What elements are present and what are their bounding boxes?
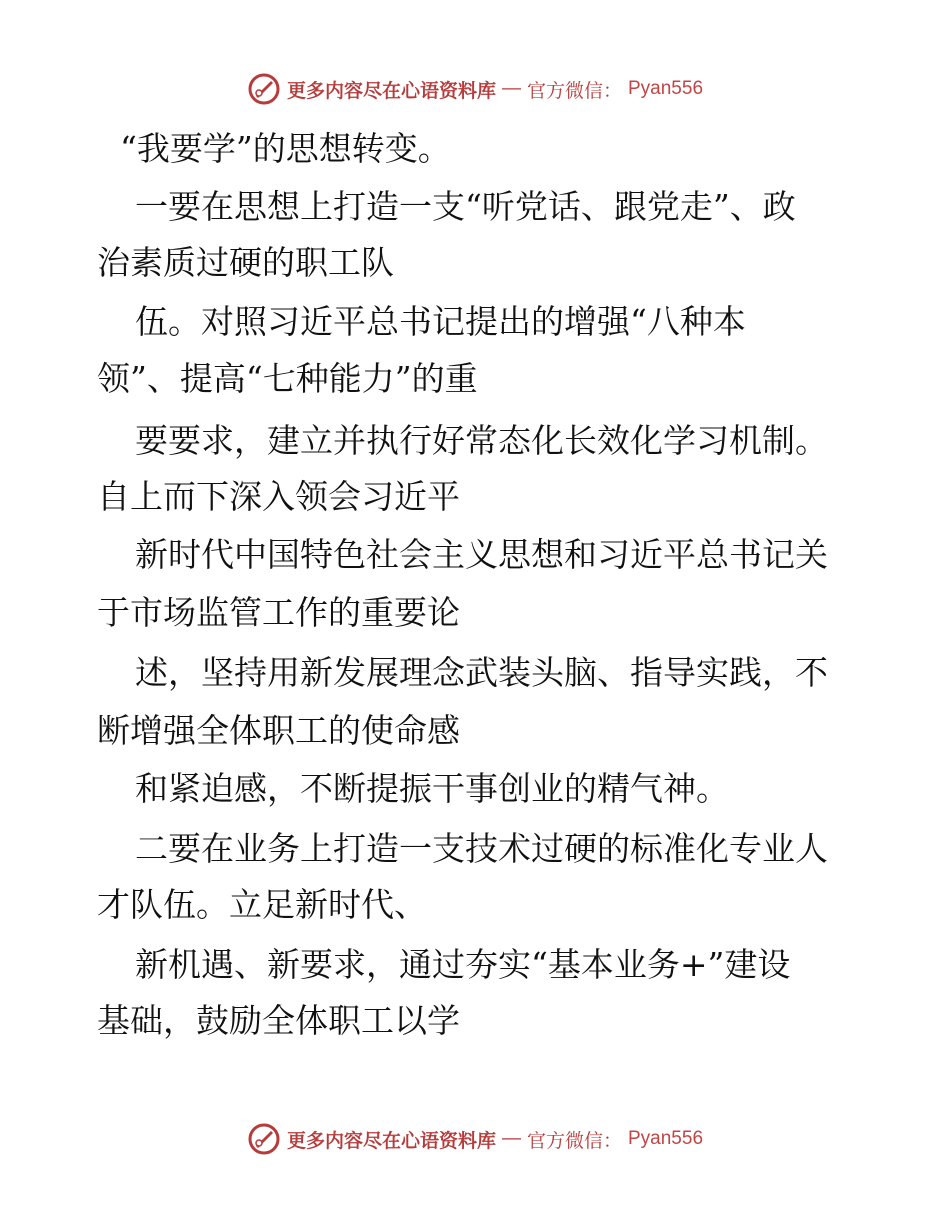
text-line: 领”、提高“七种能力”的重 — [97, 359, 478, 398]
text-line: “我要学”的思想转变。 — [120, 129, 451, 168]
text-line: 治素质过硬的职工队 — [97, 243, 394, 282]
watermark-sub-text: 官方微信： — [526, 1130, 622, 1152]
text-line: 断增强全体职工的使命感 — [97, 711, 460, 750]
text-line: 新机遇、新要求，通过夯实“基本业务+”建设 — [135, 945, 791, 984]
text-line: 和紧迫感，不断提振干事创业的精气神。 — [135, 769, 729, 808]
watermark-dash: — — [501, 1128, 521, 1149]
watermark-sub-text: 官方微信： — [526, 80, 622, 102]
quill-logo-icon — [247, 1122, 281, 1156]
text-line: 才队伍。立足新时代、 — [97, 885, 427, 924]
watermark-dash: — — [501, 78, 521, 99]
watermark-main-text: 更多内容尽在心语资料库 — [286, 1130, 496, 1152]
text-line: 基础，鼓励全体职工以学 — [97, 1001, 460, 1040]
watermark-main-text: 更多内容尽在心语资料库 — [286, 80, 496, 102]
watermark-wechat-id: Pyan556 — [628, 78, 704, 99]
text-line: 二要在业务上打造一支技术过硬的标准化专业人 — [135, 829, 828, 868]
text-line: 自上而下深入领会习近平 — [97, 477, 460, 516]
text-line: 述，坚持用新发展理念武装头脑、指导实践，不 — [135, 653, 828, 692]
text-line: 要要求，建立并执行好常态化长效化学习机制。 — [135, 421, 828, 460]
watermark-wechat-id: Pyan556 — [628, 1128, 704, 1149]
text-line: 新时代中国特色社会主义思想和习近平总书记关 — [135, 535, 828, 574]
text-line: 一要在思想上打造一支“听党话、跟党走”、政 — [135, 187, 796, 226]
text-line: 于市场监管工作的重要论 — [97, 593, 460, 632]
text-line: 伍。对照习近平总书记提出的增强“八种本 — [135, 302, 746, 341]
footer-watermark — [0, 1122, 950, 1156]
